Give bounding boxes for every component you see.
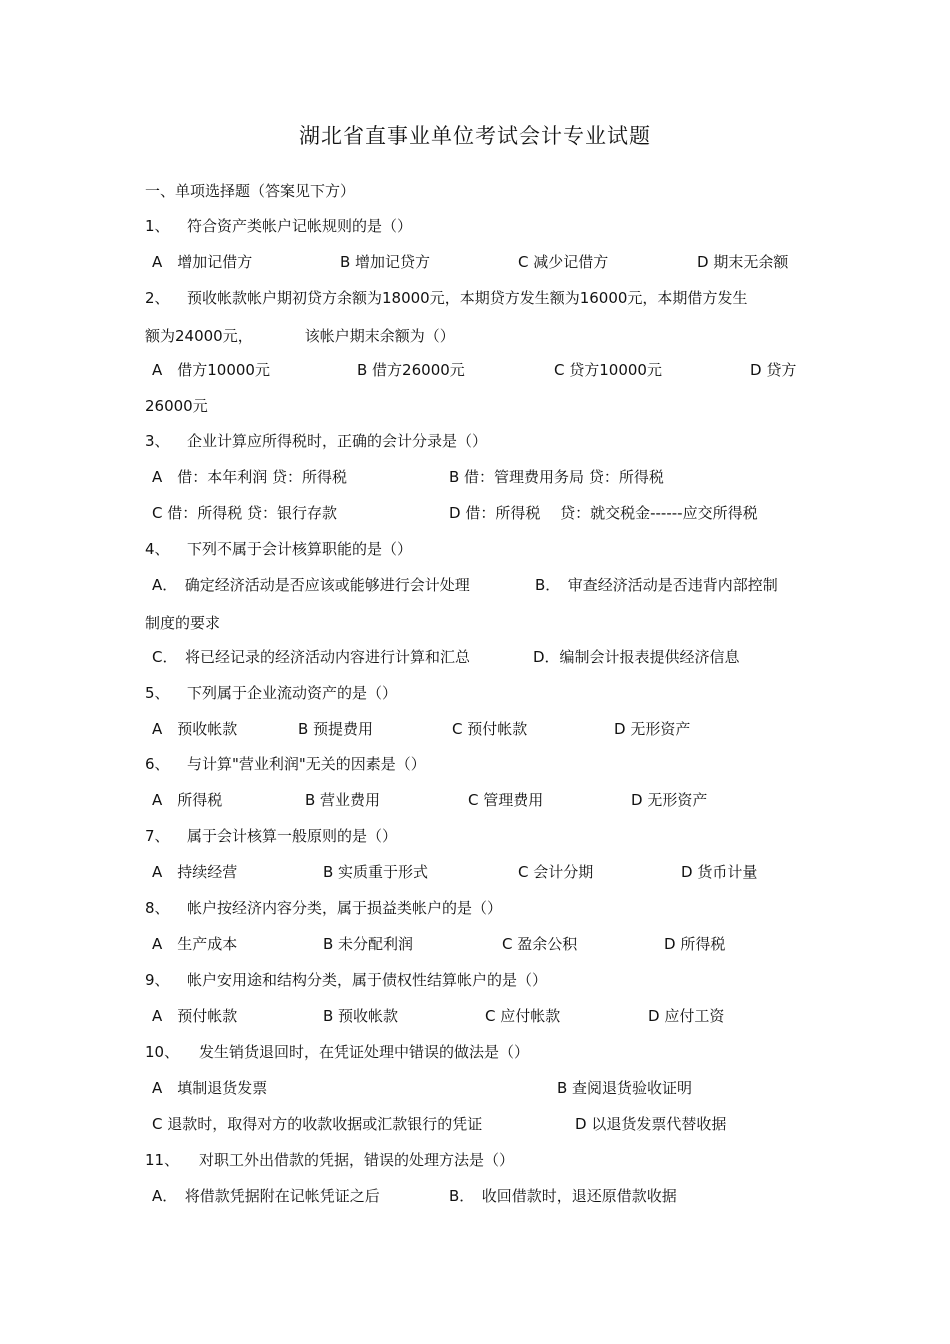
question-text-continued: 该帐户期末余额为（）: [304, 327, 455, 345]
option-d: D 无形资产: [614, 720, 691, 738]
option-c: C 盈余公积: [502, 935, 578, 953]
option-b: B 实质重于形式: [323, 863, 429, 881]
question-text: 属于会计核算一般原则的是（）: [187, 827, 398, 845]
option-d: D 期末无余额: [697, 253, 789, 271]
option-a: A 生产成本: [152, 935, 238, 953]
question-1: [145, 215, 412, 236]
option-a: A 预收帐款: [152, 720, 238, 738]
option-b: B 营业费用: [305, 791, 381, 809]
question-number: 5、: [145, 684, 170, 702]
question-number: 6、: [145, 755, 170, 773]
question-number: 2、: [145, 289, 170, 307]
question-7: [145, 825, 397, 846]
option-c: C 应付帐款: [485, 1007, 561, 1025]
question-11: [145, 1149, 514, 1170]
question-text: 下列属于企业流动资产的是（）: [187, 684, 398, 702]
option-a: A 借方10000元: [152, 361, 270, 379]
question-text-continued: 额为24000元，: [145, 327, 253, 345]
option-a: A． 确定经济活动是否应该或能够进行会计处理: [152, 576, 470, 594]
option-a: A 所得税: [152, 791, 223, 809]
question-text: 预收帐款帐户期初贷方余额为18000元，本期贷方发生额为16000元，本期借方发生: [187, 289, 748, 307]
option-c: C 管理费用: [468, 791, 544, 809]
question-9: [145, 969, 547, 990]
question-8: [145, 897, 502, 918]
option-c: C 退款时，取得对方的收款收据或汇款银行的凭证: [152, 1115, 483, 1133]
option-c: C 会计分期: [518, 863, 594, 881]
question-text: 与计算"营业利润"无关的因素是（）: [187, 755, 426, 773]
option-c: C 贷方10000元: [554, 361, 662, 379]
option-a: A． 将借款凭据附在记帐凭证之后: [152, 1187, 380, 1205]
option-d: D 无形资产: [631, 791, 708, 809]
section-heading: 一、单项选择题（答案见下方）: [145, 182, 356, 200]
option-b: B 预收帐款: [323, 1007, 399, 1025]
option-b: B 未分配利润: [323, 935, 414, 953]
document-title: 湖北省直事业单位考试会计专业试题: [299, 124, 651, 148]
question-number: 4、: [145, 540, 170, 558]
question-number: 7、: [145, 827, 170, 845]
question-number: 3、: [145, 432, 170, 450]
option-a: A 借：本年利润 贷：所得税: [152, 468, 348, 486]
question-number: 1、: [145, 217, 170, 235]
question-text: 下列不属于会计核算职能的是（）: [187, 540, 413, 558]
option-d: D 借：所得税 贷：就交税金------应交所得税: [449, 504, 758, 522]
option-b: B 查阅退货验收证明: [557, 1079, 693, 1097]
question-3: [145, 430, 487, 451]
question-text: 帐户按经济内容分类，属于损益类帐户的是（）: [187, 899, 503, 917]
question-text: 帐户安用途和结构分类，属于债权性结算帐户的是（）: [187, 971, 548, 989]
option-a: A 填制退货发票: [152, 1079, 268, 1097]
option-d: D 货币计量: [681, 863, 758, 881]
option-b: B 预提费用: [298, 720, 374, 738]
option-b: B． 收回借款时，退还原借款收据: [449, 1187, 677, 1205]
question-5: [145, 682, 397, 703]
question-2: [145, 287, 747, 308]
option-b: B． 审查经济活动是否违背内部控制: [535, 576, 778, 594]
question-number: 11、: [145, 1151, 180, 1169]
question-number: 8、: [145, 899, 170, 917]
option-c: C 减少记借方: [518, 253, 609, 271]
question-text: 符合资产类帐户记帐规则的是（）: [187, 217, 413, 235]
option-d: D 贷方: [750, 361, 797, 379]
option-b: B 借方26000元: [357, 361, 465, 379]
question-10: [145, 1041, 529, 1062]
question-text: 发生销货退回时，在凭证处理中错误的做法是（）: [199, 1043, 530, 1061]
option-a: A 持续经营: [152, 863, 238, 881]
option-b: B 借：管理费用务局 贷：所得税: [449, 468, 664, 486]
option-c: C 预付帐款: [452, 720, 528, 738]
option-d-continued: 26000元: [145, 397, 208, 415]
option-c: C． 将已经记录的经济活动内容进行计算和汇总: [152, 648, 470, 666]
question-text: 对职工外出借款的凭据，错误的处理方法是（）: [199, 1151, 515, 1169]
option-a: A 预付帐款: [152, 1007, 238, 1025]
question-6: [145, 753, 426, 774]
question-text: 企业计算应所得税时，正确的会计分录是（）: [187, 432, 488, 450]
option-d: D 所得税: [664, 935, 726, 953]
option-b-continued: 制度的要求: [145, 614, 221, 632]
option-d: D 以退货发票代替收据: [575, 1115, 727, 1133]
question-number: 10、: [145, 1043, 180, 1061]
option-c: C 借：所得税 贷：银行存款: [152, 504, 338, 522]
question-number: 9、: [145, 971, 170, 989]
option-a: A 增加记借方: [152, 253, 253, 271]
option-d: D 应付工资: [648, 1007, 725, 1025]
question-4: [145, 538, 412, 559]
option-d: D．编制会计报表提供经济信息: [533, 648, 740, 666]
question-2-continued: [145, 325, 455, 346]
option-b: B 增加记贷方: [340, 253, 431, 271]
